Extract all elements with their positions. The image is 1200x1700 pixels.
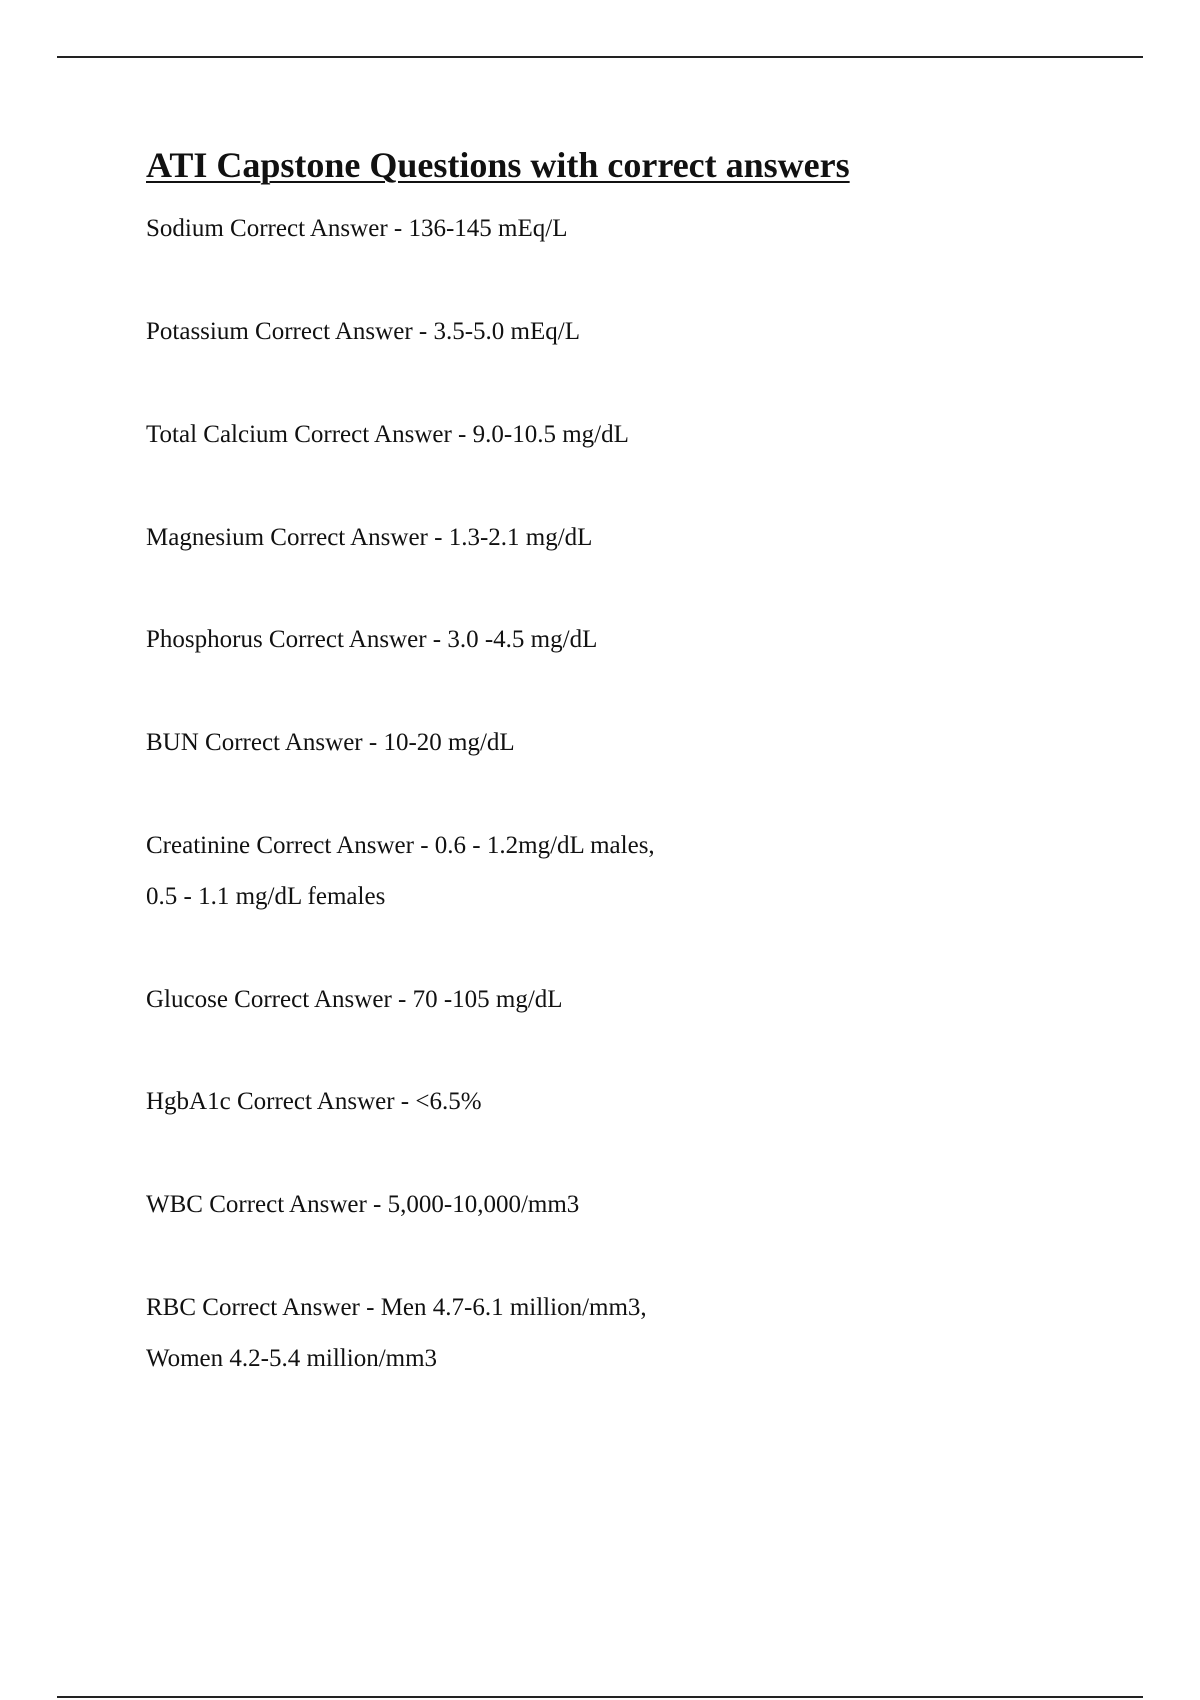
qa-text: Potassium Correct Answer - 3.5-5.0 mEq/L: [146, 318, 580, 345]
qa-text: Creatinine Correct Answer - 0.6 - 1.2mg/dL males,: [146, 832, 655, 859]
qa-item-hgba1c: [146, 1076, 482, 1127]
qa-item-sodium: [146, 203, 567, 254]
qa-text: Sodium Correct Answer - 136-145 mEq/L: [146, 215, 568, 242]
header-rule: [57, 56, 1143, 58]
page-title: ATI Capstone Questions with correct answers: [146, 145, 850, 185]
qa-text: Glucose Correct Answer - 70 -105 mg/dL: [146, 986, 563, 1013]
qa-item-bun: [146, 717, 515, 768]
qa-text-continued: Women 4.2-5.4 million/mm3: [146, 1345, 438, 1372]
qa-item-wbc: [146, 1179, 579, 1230]
qa-item-magnesium: [146, 512, 592, 563]
qa-text: Total Calcium Correct Answer - 9.0-10.5 mg/dL: [146, 421, 629, 448]
qa-item-phosphorus: [146, 614, 597, 665]
qa-item-potassium: [146, 306, 580, 357]
qa-text-continued: 0.5 - 1.1 mg/dL females: [146, 883, 386, 910]
footer-rule: [57, 1696, 1143, 1698]
qa-text: Phosphorus Correct Answer - 3.0 -4.5 mg/dL: [146, 626, 598, 653]
qa-text: RBC Correct Answer - Men 4.7-6.1 million/mm3,: [146, 1294, 647, 1321]
qa-text: HgbA1c Correct Answer - <6.5%: [146, 1088, 482, 1115]
qa-text: Magnesium Correct Answer - 1.3-2.1 mg/dL: [146, 524, 593, 551]
qa-item-glucose: [146, 974, 563, 1025]
qa-item-creatinine: [146, 820, 655, 922]
qa-text: BUN Correct Answer - 10-20 mg/dL: [146, 729, 515, 756]
qa-text: WBC Correct Answer - 5,000-10,000/mm3: [146, 1191, 580, 1218]
qa-item-rbc: [146, 1282, 647, 1384]
qa-item-total-calcium: [146, 409, 629, 460]
